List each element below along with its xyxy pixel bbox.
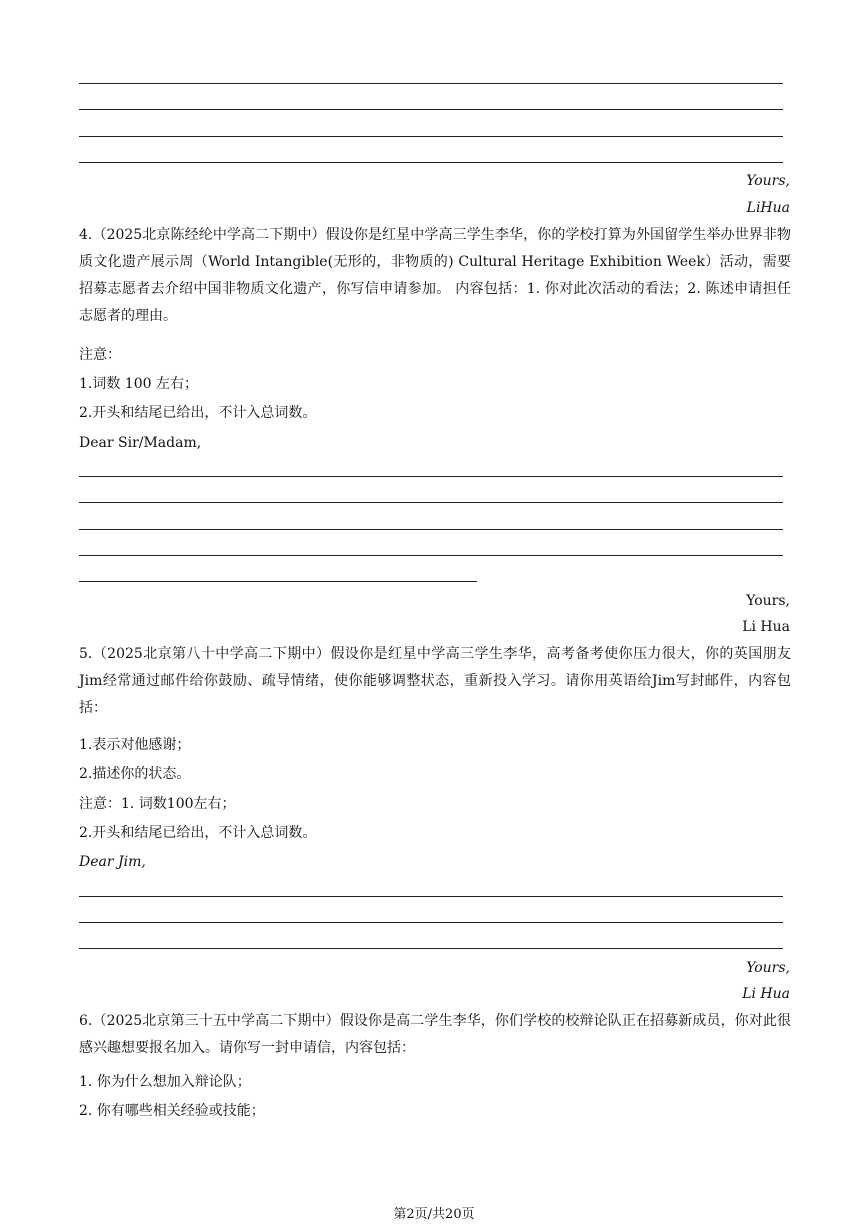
q5-closing: Yours, xyxy=(746,960,790,976)
q4-closing: Yours, xyxy=(746,593,790,609)
answer-line xyxy=(79,476,783,477)
answer-line xyxy=(79,896,783,897)
q4-note-2: 2.开头和结尾已给出，不计入总词数。 xyxy=(79,405,317,421)
answer-line xyxy=(79,922,783,923)
q6-item-1: 1. 你为什么想加入辩论队； xyxy=(79,1074,251,1090)
answer-line xyxy=(79,529,783,530)
page-number: 第2页/共20页 xyxy=(393,1207,475,1222)
q3-closing: Yours, xyxy=(746,173,790,189)
q4-greeting: Dear Sir/Madam, xyxy=(79,435,202,451)
answer-line xyxy=(79,581,477,582)
q5-note-1: 注意：1. 词数100左右； xyxy=(79,796,236,812)
answer-line xyxy=(79,83,783,84)
answer-line xyxy=(79,162,783,163)
answer-line xyxy=(79,109,783,110)
q5-signature: Li Hua xyxy=(742,986,790,1002)
answer-line xyxy=(79,555,783,556)
answer-line xyxy=(79,136,783,137)
q5-note-2: 2.开头和结尾已给出，不计入总词数。 xyxy=(79,825,317,841)
q3-signature: LiHua xyxy=(746,200,790,216)
q4-signature: Li Hua xyxy=(742,619,790,635)
q4-note-title: 注意： xyxy=(79,347,121,363)
q5-prompt: 5.（2025北京第八十中学高二下期中）假设你是红星中学高三学生李华，高考备考使你压力很大，你的英国朋友Jim经常通过邮件给你鼓励、疏导情绪，使你能够调整状态，重新投入学习。请你用英语给Jim写封邮件，内容包括： xyxy=(79,646,791,716)
q6-item-2: 2. 你有哪些相关经验或技能； xyxy=(79,1103,265,1119)
q5-item-1: 1.表示对他感谢； xyxy=(79,737,191,753)
answer-line xyxy=(79,502,783,503)
q4-note-1: 1.词数 100 左右； xyxy=(79,376,198,392)
q4-prompt: 4.（2025北京陈经纶中学高二下期中）假设你是红星中学高三学生李华，你的学校打算为外国留学生举办世界非物质文化遗产展示周（World Intangible(无形的，非物质的) Cultural Heritage Exhibition Week）活动，需要招募志愿者去介绍中国非物质文化遗产，你写信申请参加。 内容包括：1. 你对此次活动的看法；2. 陈述申请担任志愿者的理由。 xyxy=(79,227,791,324)
q6-prompt: 6.（2025北京第三十五中学高二下期中）假设你是高二学生李华，你们学校的校辩论队正在招募新成员，你对此很感兴趣想要报名加入。请你写一封申请信，内容包括： xyxy=(79,1013,791,1056)
q5-item-2: 2.描述你的状态。 xyxy=(79,766,191,782)
q5-greeting: Dear Jim, xyxy=(79,854,146,870)
answer-line xyxy=(79,948,783,949)
